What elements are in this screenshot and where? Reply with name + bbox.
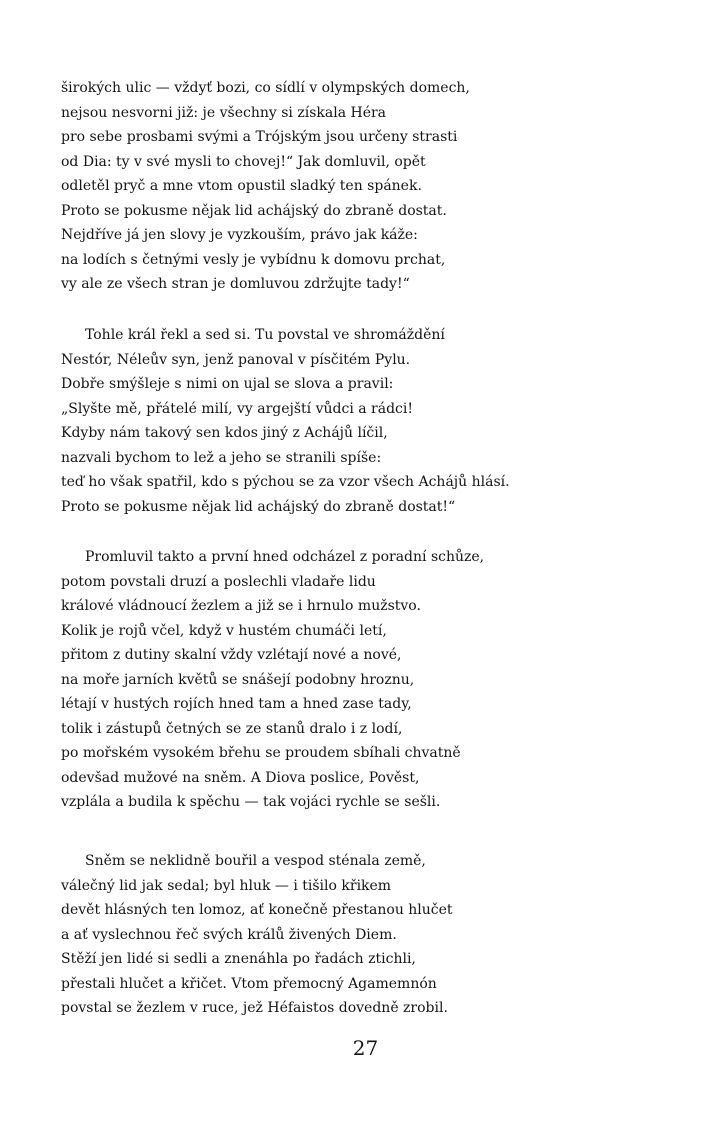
verse-line: nazvali bychom to lež a jeho se stranili spíše:	[61, 449, 382, 466]
verse-line: odevšad mužové na sněm. A Diova poslice, Pověst,	[61, 769, 420, 786]
verse-line: po mořském vysokém břehu se proudem sbíhali chvatně	[61, 745, 461, 761]
verse-line: králové vládnoucí žezlem a již se i hrnulo mužstvo.	[61, 598, 421, 614]
verse-line: přestali hlučet a křičet. Vtom přemocný Agamemnón	[61, 975, 437, 992]
stanza-1	[0, 76, 723, 297]
verse-line: a ať vyslechnou řeč svých králů živených Diem.	[61, 926, 397, 943]
verse-line: Stěží jen lidé si sedli a znenáhla po řadách ztichli,	[61, 951, 416, 967]
page-number: 27	[352, 1036, 379, 1060]
verse-line: povstal se žezlem v ruce, jež Héfaistos dovedně zrobil.	[61, 1000, 448, 1016]
verse-line: širokých ulic — vždyť bozi, co sídlí v olympských domech,	[61, 80, 470, 96]
verse-line: Tohle král řekl a sed si. Tu povstal ve shromáždění	[85, 327, 445, 343]
verse-line: „Slyšte mě, přátelé milí, vy argejští vůdci a rádci!	[61, 400, 414, 417]
verse-line: vy ale ze všech stran je domluvou zdržujte tady!“	[61, 276, 410, 292]
verse-line: vzplála a budila k spěchu — tak vojáci rychle se sešli.	[61, 794, 441, 810]
verse-line: od Dia: ty v své mysli to chovej!“ Jak domluvil, opět	[61, 153, 426, 170]
verse-line: odletěl pryč a mne vtom opustil sladký ten spánek.	[61, 178, 422, 194]
verse-line: Kdyby nám takový sen kdos jiný z Achájů líčil,	[61, 425, 388, 441]
verse-line: létají v hustých rojích hned tam a hned zase tady,	[61, 696, 412, 712]
stanza-2	[0, 323, 723, 519]
verse-line: pro sebe prosbami svými a Trójským jsou určeny strasti	[61, 129, 458, 145]
verse-line: tolik i zástupů četných se ze stanů dralo i z lodí,	[61, 720, 403, 737]
verse-line: Kolik je rojů včel, když v hustém chumáči letí,	[61, 622, 387, 639]
verse-line: teď ho však spatřil, kdo s pýchou se za vzor všech Achájů hlásí.	[61, 474, 510, 490]
verse-line: nejsou nesvorni již: je všechny si získala Héra	[61, 104, 387, 121]
stanza-3	[0, 545, 723, 815]
verse-line: potom povstali druzí a poslechli vladaře lidu	[61, 573, 376, 590]
verse-line: Proto se pokusme nějak lid achájský do zbraně dostat.	[61, 202, 447, 219]
verse-line: Nestór, Néleův syn, jenž panoval v písčitém Pylu.	[61, 351, 411, 368]
verse-line: Sněm se neklidně bouřil a vespod sténala země,	[85, 853, 426, 869]
verse-line: Dobře smýšleje s nimi on ujal se slova a pravil:	[61, 376, 394, 392]
verse-line: válečný lid jak sedal; byl hluk — i tišilo křikem	[61, 877, 392, 894]
verse-line: Promluvil takto a první hned odcházel z poradní schůze,	[85, 549, 485, 565]
stanza-4	[0, 849, 723, 1021]
verse-line: na moře jarních květů se snášejí podobny hroznu,	[61, 671, 415, 688]
verse-line: Nejdříve já jen slovy je vyzkouším, právo jak káže:	[61, 227, 418, 243]
verse-line: devět hlásných ten lomoz, ať konečně přestanou hlučet	[61, 902, 453, 918]
verse-line: přitom z dutiny skalní vždy vzlétají nové a nové,	[61, 647, 402, 663]
verse-line: na lodích s četnými vesly je vybídnu k domovu prchat,	[61, 251, 446, 268]
verse-line: Proto se pokusme nějak lid achájský do zbraně dostat!“	[61, 498, 456, 515]
